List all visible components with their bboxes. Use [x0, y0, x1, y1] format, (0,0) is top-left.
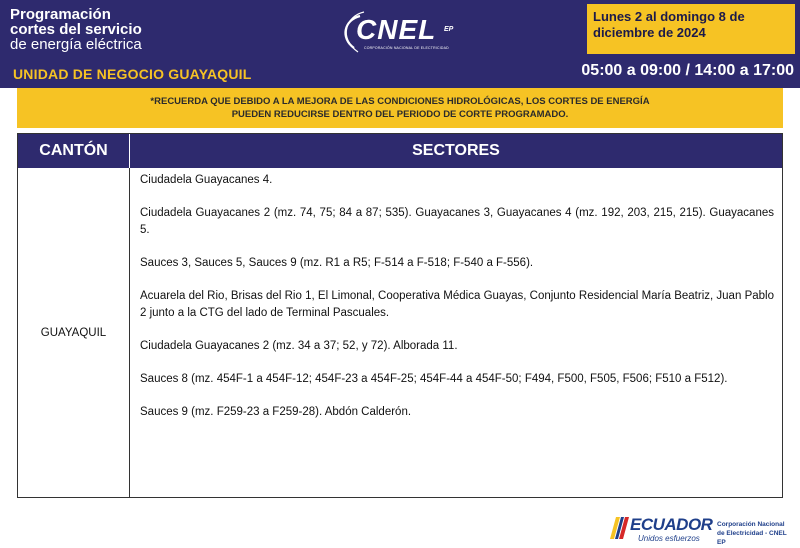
corp-line-1: Corporación Nacional: [717, 521, 785, 528]
date-line-2: diciembre de 2024: [593, 25, 706, 40]
title-line-3: de energía eléctrica: [10, 36, 142, 53]
logo-wordmark: CNEL: [356, 14, 437, 45]
canton-cell: [18, 168, 129, 497]
logo-ep: EP: [444, 26, 454, 33]
title-line-2: cortes del servicio: [10, 21, 142, 38]
outage-hours: 05:00 a 09:00 / 14:00 a 17:00: [581, 62, 794, 79]
sector-entry: Acuarela del Rio, Brisas del Rio 1, El Limonal, Cooperativa Médica Guayas, Conjunto Residencial María Beatriz, Juan Pablo 2 junto a la CTG del lado de Terminal Pascuales.: [140, 290, 774, 319]
column-header-sectores: SECTORES: [412, 142, 500, 159]
sectors-cell: [140, 172, 774, 437]
schedule-table: [17, 133, 783, 498]
sector-entry: Sauces 3, Sauces 5, Sauces 9 (mz. R1 a R5; F-514 a F-518; F-540 a F-556).: [140, 257, 534, 269]
footer-logos: [610, 512, 796, 546]
sector-entry: Sauces 8 (mz. 454F-1 a 454F-12; 454F-23 a 454F-25; 454F-44 a 454F-50; F494, F500, F505, F506; F510 a F512).: [140, 373, 728, 385]
business-unit-label: UNIDAD DE NEGOCIO GUAYAQUIL: [13, 66, 252, 82]
logo-subtitle: CORPORACIÓN NACIONAL DE ELECTRICIDAD: [364, 46, 449, 50]
page-title: [10, 7, 142, 52]
column-divider: [129, 168, 130, 497]
sector-entry: Ciudadela Guayacanes 4.: [140, 174, 273, 186]
notice-line-1: *RECUERDA QUE DEBIDO A LA MEJORA DE LAS CONDICIONES HIDROLÓGICAS, LOS CORTES DE ENERGÍA: [150, 96, 650, 107]
title-line-1: Programación: [10, 6, 111, 23]
ecuador-wordmark: ECUADOR: [630, 515, 713, 534]
sector-entry: Sauces 9 (mz. F259-23 a F259-28). Abdón Calderón.: [140, 406, 412, 418]
column-header-canton: CANTÓN: [18, 134, 130, 168]
corporation-name: [717, 520, 796, 547]
corp-line-2: de Electricidad - CNEL EP: [717, 530, 787, 546]
ecuador-flag-icon: [610, 515, 630, 541]
header-band: [0, 0, 800, 88]
date-line-1: Lunes 2 al domingo 8 de: [593, 9, 745, 24]
canton-name: GUAYAQUIL: [40, 326, 107, 339]
date-range-box: [587, 4, 795, 54]
notice-line-2: PUEDEN REDUCIRSE DENTRO DEL PERIODO DE CORTE PROGRAMADO.: [231, 109, 569, 120]
sector-entry: Ciudadela Guayacanes 2 (mz. 34 a 37; 52, y 72). Alborada 11.: [140, 340, 458, 352]
notice-banner: [17, 88, 783, 128]
cnel-logo: [338, 8, 468, 58]
table-header: [18, 134, 782, 168]
sector-entry: Ciudadela Guayacanes 2 (mz. 74, 75; 84 a 87; 535). Guayacanes 3, Guayacanes 4 (mz. 192, 203, 215, 215). Guayacanes 5.: [140, 207, 774, 236]
ecuador-slogan: Unidos esfuerzos: [638, 534, 700, 543]
